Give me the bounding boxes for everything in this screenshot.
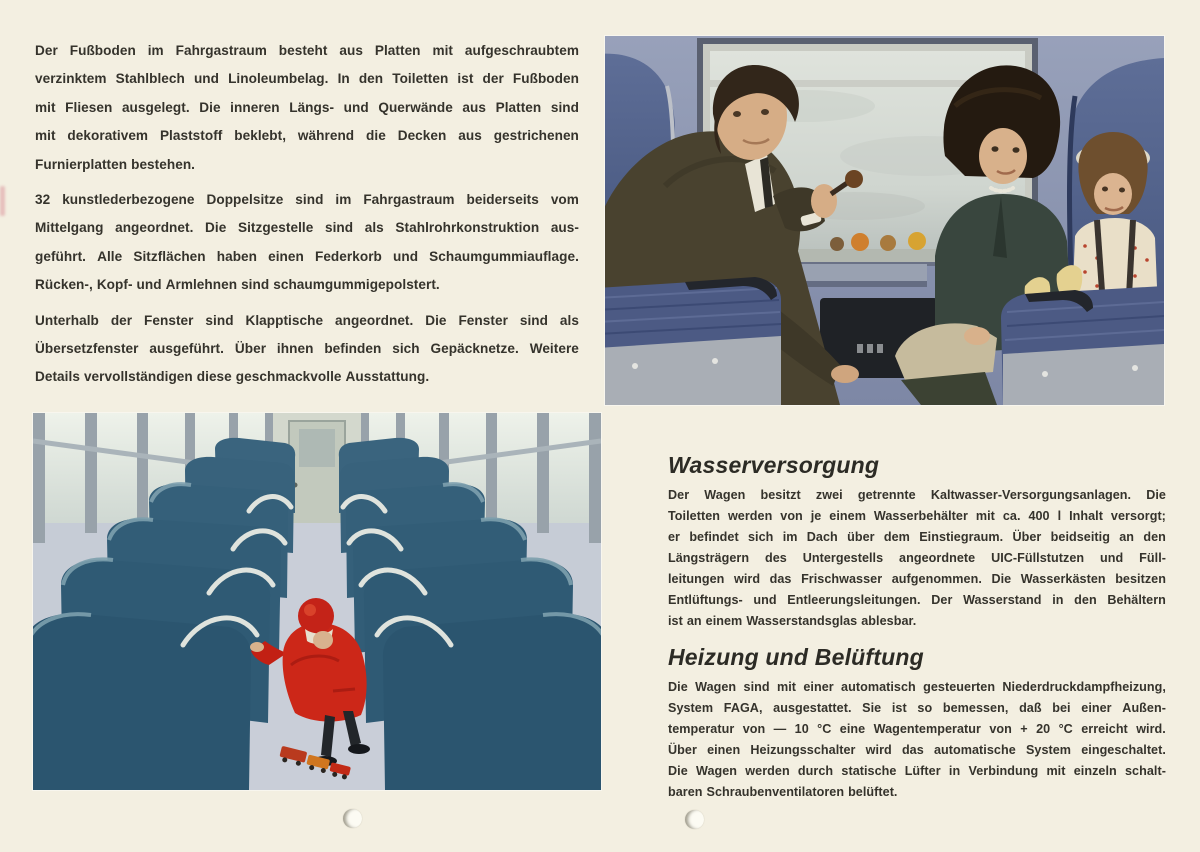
- word: als: [559, 312, 579, 328]
- word: bestehen.: [131, 156, 195, 172]
- text-line: [668, 485, 1166, 506]
- section-heading: Heizung und Belüftung: [668, 644, 924, 670]
- word: Schaumgummiauflage.: [429, 248, 579, 264]
- word: ist: [457, 71, 474, 87]
- word: System: [668, 701, 714, 715]
- word: Plaststoff: [159, 128, 223, 144]
- word: schaumgummigepolstert.: [273, 277, 440, 293]
- word: Heizungsschalter: [750, 743, 856, 757]
- word: °C: [817, 722, 832, 736]
- case-letters: [857, 344, 883, 353]
- word: belüftet.: [848, 785, 898, 799]
- word: besteht: [278, 43, 328, 58]
- word: Doppelsitze: [206, 191, 284, 207]
- text-line: [35, 37, 579, 65]
- word: Verbindung: [968, 764, 1039, 778]
- word: einer: [803, 680, 834, 694]
- word: +: [1020, 722, 1028, 736]
- word: Fahrgastraum: [363, 191, 455, 207]
- word: Die: [668, 680, 688, 694]
- word: Kopf-: [96, 277, 133, 293]
- word: Details: [35, 369, 80, 385]
- word: angeordnet.: [115, 220, 194, 236]
- word: eingeschaltet.: [1081, 743, 1166, 757]
- word: sind: [550, 99, 579, 115]
- text-line: [668, 506, 1166, 527]
- word: automatische: [933, 743, 1016, 757]
- paragraph: [35, 307, 579, 392]
- word: Behältern: [1107, 593, 1166, 607]
- word: befindet: [689, 530, 739, 544]
- word: sind: [324, 220, 354, 236]
- word: Stahlblech: [115, 71, 185, 87]
- word: Untergestells: [802, 551, 884, 565]
- compartment-photo-art: [605, 36, 1164, 405]
- word: von: [780, 509, 803, 523]
- word: aus: [458, 128, 482, 144]
- word: der: [482, 71, 504, 87]
- word: Alle: [97, 248, 123, 264]
- word: wird: [865, 743, 892, 757]
- word: mit: [1046, 764, 1066, 778]
- word: sich: [392, 340, 420, 356]
- word: aus: [462, 99, 486, 115]
- word: vom: [550, 191, 579, 207]
- word: Über: [668, 743, 697, 757]
- word: Die: [425, 312, 447, 328]
- text-line: [668, 719, 1166, 740]
- bench-right: [1001, 286, 1164, 405]
- word: einer: [1081, 701, 1112, 715]
- word: und: [753, 593, 777, 607]
- word: Füll-: [1139, 551, 1166, 565]
- word: 400: [1028, 509, 1050, 523]
- word: System: [1025, 743, 1072, 757]
- word: Weitere: [529, 340, 579, 356]
- word: mit: [975, 509, 995, 523]
- word: und: [136, 277, 162, 293]
- word: Ausstattung.: [345, 369, 430, 385]
- word: das: [901, 743, 924, 757]
- word: wird.: [1136, 722, 1166, 736]
- word: leitungen: [668, 572, 725, 586]
- word: während: [297, 128, 355, 144]
- word: mit: [776, 680, 796, 694]
- word: einen: [707, 743, 741, 757]
- word: geführt.: [35, 248, 86, 264]
- text-line: [35, 65, 579, 93]
- word: einzeln: [1073, 764, 1117, 778]
- word: einem: [705, 614, 743, 628]
- text-line: [35, 94, 579, 122]
- word: Fußboden: [69, 43, 136, 58]
- word: Linoleumbelag.: [228, 71, 329, 87]
- word: getrennte: [857, 488, 916, 502]
- word: Sitzflächen: [133, 248, 206, 264]
- word: je: [810, 509, 822, 523]
- word: l: [1057, 509, 1062, 523]
- text-line: [668, 698, 1166, 719]
- word: aus: [339, 43, 363, 58]
- word: beiderseits: [466, 191, 539, 207]
- word: sind: [743, 680, 770, 694]
- word: besitzen: [1115, 572, 1166, 586]
- word: Mittelgang: [35, 220, 104, 236]
- word: angeordnete: [899, 551, 976, 565]
- word: im: [147, 43, 164, 58]
- word: 32: [35, 191, 51, 207]
- text-section: [668, 452, 1166, 632]
- word: Wagen: [704, 488, 746, 502]
- word: eine: [839, 722, 866, 736]
- word: und: [343, 99, 369, 115]
- word: im: [335, 191, 352, 207]
- word: Fenster: [144, 312, 194, 328]
- word: Fenster: [458, 312, 508, 328]
- punch-hole-right: [685, 810, 704, 829]
- word: Platten: [495, 99, 542, 115]
- word: so: [917, 701, 933, 715]
- word: Federkorb: [314, 248, 382, 264]
- word: dem: [883, 530, 910, 544]
- word: mit: [35, 128, 56, 144]
- word: ist: [891, 701, 907, 715]
- word: 20: [1036, 722, 1051, 736]
- word: bemessen,: [942, 701, 1009, 715]
- word: Wasserkästen: [1020, 572, 1106, 586]
- word: Außen-: [1122, 701, 1166, 715]
- word: sich: [747, 530, 774, 544]
- word: In: [337, 71, 350, 87]
- word: Dach: [806, 530, 838, 544]
- word: Lüfter: [904, 764, 941, 778]
- word: UIC-Füllstutzen: [991, 551, 1085, 565]
- word: in: [1052, 593, 1064, 607]
- word: von: [742, 722, 766, 736]
- word: Querwände: [378, 99, 453, 115]
- word: °C: [1058, 722, 1073, 736]
- word: befinden: [324, 340, 382, 356]
- word: Klapptische: [245, 312, 324, 328]
- punch-hole-left: [343, 809, 362, 828]
- word: sind: [205, 312, 234, 328]
- word: sind: [241, 277, 270, 293]
- word: Fußboden: [512, 71, 579, 87]
- word: Wasserbehälter: [873, 509, 968, 523]
- word: in: [948, 764, 961, 778]
- word: vervollständigen: [83, 369, 193, 385]
- word: Decken: [397, 128, 447, 144]
- word: Gepäcknetze.: [430, 340, 519, 356]
- word: dekorativem: [67, 128, 149, 144]
- word: Der: [931, 593, 953, 607]
- word: Die: [199, 99, 221, 115]
- word: gesteuerten: [923, 680, 996, 694]
- word: Sitzgestelle: [237, 220, 314, 236]
- word: wird: [733, 572, 761, 586]
- word: Stahlrohrkonstruktion: [395, 220, 540, 236]
- word: mit: [432, 43, 453, 58]
- word: Toiletten: [392, 71, 449, 87]
- word: Längsträgern: [668, 551, 750, 565]
- word: ca.: [1002, 509, 1021, 523]
- text-line: [35, 271, 579, 299]
- word: Schraubenventilatoren: [706, 785, 845, 799]
- word: einem: [829, 509, 866, 523]
- word: Rücken-,: [35, 277, 93, 293]
- word: werden: [727, 509, 773, 523]
- text-line: [35, 122, 579, 150]
- word: daß: [1019, 701, 1042, 715]
- print-smudge: [0, 186, 5, 216]
- text-line: [35, 243, 579, 271]
- text-line: [35, 151, 579, 179]
- word: Längs-: [289, 99, 335, 115]
- word: Wagentemperatur: [873, 722, 981, 736]
- word: ihnen: [276, 340, 314, 356]
- text-line: [668, 569, 1166, 590]
- word: den: [1143, 530, 1166, 544]
- word: Toiletten: [668, 509, 720, 523]
- text-section: [668, 644, 1166, 803]
- word: bei: [1052, 701, 1071, 715]
- word: Der: [668, 488, 690, 502]
- word: angeordnet.: [334, 312, 414, 328]
- word: Wagen: [695, 764, 738, 778]
- word: ausgestattet.: [773, 701, 852, 715]
- word: kunstlederbezogene: [62, 191, 195, 207]
- word: Die: [668, 764, 688, 778]
- word: Fahrgastraum: [175, 43, 267, 58]
- word: erreicht: [1081, 722, 1128, 736]
- word: Unterhalb: [35, 312, 99, 328]
- word: im: [782, 530, 798, 544]
- word: durch: [797, 764, 834, 778]
- word: besitzt: [760, 488, 801, 502]
- word: Niederdruckdampfheizung,: [1002, 680, 1166, 694]
- word: Frischwasser: [801, 572, 883, 586]
- text-line: [35, 335, 579, 363]
- word: als: [364, 220, 384, 236]
- text-line: [668, 677, 1166, 698]
- word: Die: [205, 220, 227, 236]
- word: an: [1119, 530, 1135, 544]
- word: gestrichenen: [493, 128, 579, 144]
- word: statische: [841, 764, 897, 778]
- text-line: [668, 611, 1166, 632]
- word: einen: [268, 248, 304, 264]
- text-line: [668, 740, 1166, 761]
- word: diese: [196, 369, 232, 385]
- word: haben: [216, 248, 258, 264]
- word: Wasserstandsglas: [746, 614, 858, 628]
- word: sind: [295, 191, 324, 207]
- word: sind: [519, 312, 548, 328]
- word: inneren: [230, 99, 280, 115]
- word: geschmackvolle: [235, 369, 342, 385]
- word: und: [193, 71, 219, 87]
- word: Inhalt: [1069, 509, 1103, 523]
- word: Über: [234, 340, 267, 356]
- word: Wagen: [695, 680, 737, 694]
- text-line: [35, 186, 579, 214]
- word: schalt-: [1125, 764, 1166, 778]
- aisle-photo-art: [33, 413, 601, 790]
- left-text-column: [35, 37, 579, 399]
- word: werden: [745, 764, 790, 778]
- word: 10: [794, 722, 809, 736]
- text-line: [35, 363, 579, 391]
- word: Kaltwasser-Versorgungsanlagen.: [930, 488, 1132, 502]
- word: Übersetzfenster: [35, 340, 139, 356]
- word: FAGA,: [723, 701, 763, 715]
- word: mit: [35, 99, 56, 115]
- text-line: [668, 527, 1166, 548]
- word: an: [686, 614, 702, 628]
- word: beidseitig: [1050, 530, 1110, 544]
- word: Die: [991, 572, 1012, 586]
- word: ausgeführt.: [149, 340, 224, 356]
- word: den: [1074, 593, 1097, 607]
- word: das: [769, 572, 792, 586]
- word: ausgelegt.: [121, 99, 190, 115]
- word: Einstiegraum.: [919, 530, 1004, 544]
- word: temperatur: [668, 722, 735, 736]
- word: Furnierplatten: [35, 156, 128, 172]
- word: von: [989, 722, 1012, 736]
- aisle-photo: [33, 413, 601, 790]
- text-line: [668, 590, 1166, 611]
- word: die: [366, 128, 386, 144]
- section-heading: Wasserversorgung: [668, 452, 880, 478]
- word: den: [358, 71, 384, 87]
- word: baren: [668, 785, 703, 799]
- word: versorgt;: [1110, 509, 1166, 523]
- word: verzinktem: [35, 71, 107, 87]
- text-line: [668, 548, 1166, 569]
- right-text-column: [668, 452, 1166, 803]
- word: ist: [668, 614, 683, 628]
- word: Entleerungsleitungen.: [787, 593, 921, 607]
- word: Der: [35, 43, 58, 58]
- word: zwei: [815, 488, 843, 502]
- word: Über: [1012, 530, 1042, 544]
- word: der: [110, 312, 133, 328]
- bench-left: [605, 277, 781, 405]
- word: aufgenommen.: [891, 572, 982, 586]
- word: automatisch: [841, 680, 916, 694]
- text-line: [35, 214, 579, 242]
- paragraph: [35, 186, 579, 300]
- text-line: [668, 761, 1166, 782]
- word: Fliesen: [65, 99, 113, 115]
- paragraph: [35, 37, 579, 179]
- word: ablesbar.: [861, 614, 917, 628]
- word: aufgeschraubtem: [464, 43, 579, 58]
- word: Sie: [862, 701, 882, 715]
- word: aus-: [550, 220, 579, 236]
- word: und: [393, 248, 419, 264]
- word: Die: [1146, 488, 1166, 502]
- word: beklebt,: [234, 128, 287, 144]
- word: Armlehnen: [165, 277, 238, 293]
- word: Wasserstand: [963, 593, 1042, 607]
- word: des: [764, 551, 787, 565]
- text-line: [35, 307, 579, 335]
- compartment-photo: [605, 36, 1164, 405]
- word: Platten: [374, 43, 421, 58]
- text-line: [668, 782, 1166, 803]
- word: er: [668, 530, 681, 544]
- word: und: [1100, 551, 1124, 565]
- word: Entlüftungs-: [668, 593, 743, 607]
- word: —: [773, 722, 787, 736]
- word: über: [847, 530, 875, 544]
